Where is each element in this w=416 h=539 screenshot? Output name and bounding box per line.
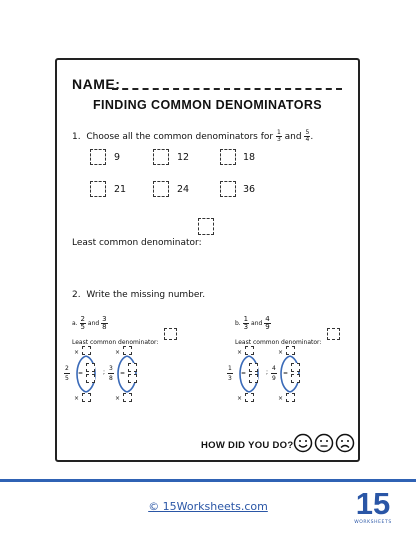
q2a-mult-box-bottom-2[interactable] <box>123 393 132 402</box>
option-label-1: 9 <box>114 152 121 163</box>
q2a-answer-den-2[interactable] <box>128 374 137 383</box>
fraction-bar <box>271 373 277 374</box>
option-checkbox-2[interactable] <box>153 149 169 165</box>
q2a-lcd-box[interactable] <box>164 328 177 340</box>
semicolon: ; <box>103 369 106 376</box>
q2b-lcd-label: Least common denominator: <box>235 339 322 346</box>
option-checkbox-3[interactable] <box>220 149 236 165</box>
equals-sign: = <box>241 370 247 377</box>
fraction-bar <box>108 373 114 374</box>
option-checkbox-5[interactable] <box>153 181 169 197</box>
equals-sign: = <box>283 370 289 377</box>
q2a-answer-den-1[interactable] <box>86 374 95 383</box>
times-icon: × <box>74 349 80 356</box>
arrow-arc-icon <box>111 354 143 394</box>
equals-sign: = <box>120 370 126 377</box>
worksheet-frame <box>55 58 360 462</box>
times-icon: × <box>278 349 284 356</box>
footer-divider <box>0 479 416 482</box>
times-icon: × <box>237 349 243 356</box>
q2b-answer-den-1[interactable] <box>249 374 258 383</box>
option-label-5: 24 <box>177 184 190 195</box>
logo-text: WORKSHEETS <box>354 520 392 525</box>
q2b-fractions: b. $\frac{1}{3}$ and $\frac{4}{9}$ <box>235 315 270 331</box>
option-checkbox-4[interactable] <box>90 181 106 197</box>
option-label-3: 18 <box>243 152 256 163</box>
copyright-link[interactable]: © 15Worksheets.com <box>148 500 268 513</box>
times-icon: × <box>237 395 243 402</box>
semicolon: ; <box>266 369 269 376</box>
page-title: FINDING COMMON DENOMINATORS <box>92 98 323 112</box>
fraction-bar <box>227 373 233 374</box>
logo-number: 15 <box>355 486 391 521</box>
q2a-frac1-n: 2 <box>65 365 69 372</box>
q2b-lcd-box[interactable] <box>327 328 340 340</box>
q2b-mult-box-bottom-2[interactable] <box>286 393 295 402</box>
self-check-label: HOW DID YOU DO? <box>201 440 294 451</box>
neutral-face-icon[interactable] <box>314 433 334 453</box>
q2b-mult-box-bottom-1[interactable] <box>245 393 254 402</box>
q2a-lcd-label: Least common denominator: <box>72 339 159 346</box>
option-checkbox-6[interactable] <box>220 181 236 197</box>
times-icon: × <box>74 395 80 402</box>
q2b-answer-num-2[interactable] <box>291 363 300 372</box>
q1-prompt: 1. Choose all the common denominators for $\frac{1}{3}$ and $\frac{5}{4}$ . <box>72 129 314 143</box>
q1-frac1: $\frac{1}{3}$ <box>276 129 281 143</box>
q2-prompt: 2. Write the missing number. <box>72 290 206 300</box>
times-icon: × <box>115 349 121 356</box>
q2a-mult-box-bottom-1[interactable] <box>82 393 91 402</box>
times-icon: × <box>278 395 284 402</box>
option-label-2: 12 <box>177 152 190 163</box>
q2b-answer-num-1[interactable] <box>249 363 258 372</box>
site-logo <box>352 488 394 530</box>
equals-sign: = <box>78 370 84 377</box>
q2a-frac2-d: 8 <box>109 375 113 382</box>
arrow-arc-icon <box>274 354 306 394</box>
q2a-answer-num-2[interactable] <box>128 363 137 372</box>
option-checkbox-1[interactable] <box>90 149 106 165</box>
q2a-fractions: a. $\frac{2}{5}$ and $\frac{3}{8}$ <box>72 315 107 331</box>
times-icon: × <box>115 395 121 402</box>
q2b-frac1-n: 1 <box>228 365 232 372</box>
happy-face-icon[interactable] <box>293 433 313 453</box>
option-label-6: 36 <box>243 184 256 195</box>
lcd-label: Least common denominator: <box>72 238 202 248</box>
name-label: NAME: <box>72 76 121 92</box>
fraction-bar <box>64 373 70 374</box>
name-line[interactable] <box>112 88 342 90</box>
lcd-answer-box[interactable] <box>198 218 214 235</box>
q2b-frac1-d: 3 <box>228 375 232 382</box>
q2b-frac2-d: 9 <box>272 375 276 382</box>
q2a-answer-num-1[interactable] <box>86 363 95 372</box>
sad-face-icon[interactable] <box>335 433 355 453</box>
q2b-frac2-n: 4 <box>272 365 276 372</box>
q2b-answer-den-2[interactable] <box>291 374 300 383</box>
q2a-frac2-n: 3 <box>109 365 113 372</box>
q1-frac2: $\frac{5}{4}$ <box>305 129 310 143</box>
option-label-4: 21 <box>114 184 127 195</box>
q2a-frac1-d: 5 <box>65 375 69 382</box>
